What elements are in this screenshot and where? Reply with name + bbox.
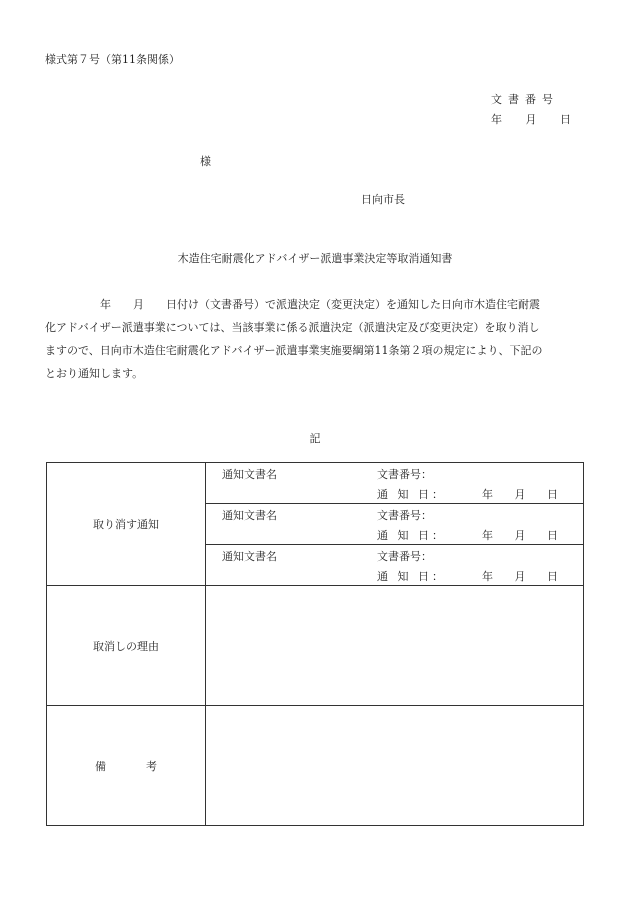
notice-docno-label: 文書番号：	[377, 509, 432, 522]
cancel-notice-cell	[206, 463, 584, 586]
notice-date-placeholder: 年 月 日	[482, 570, 558, 583]
notice-date-label: 通 知 日：	[377, 529, 446, 542]
notice-docno-label: 文書番号：	[377, 468, 432, 481]
notice-date-label: 通 知 日：	[377, 570, 446, 583]
ki-heading: 記	[309, 432, 321, 445]
notice-docno-label: 文書番号：	[377, 550, 432, 563]
remarks-field[interactable]	[206, 706, 584, 826]
notice-name-label: 通知文書名	[222, 550, 277, 563]
reason-field[interactable]	[206, 586, 584, 706]
notice-entry	[206, 504, 583, 545]
notice-entry	[206, 463, 583, 504]
body-line: 年 月 日付け（文書番号）で派遣決定（変更決定）を通知した日向市木造住宅耐震	[45, 298, 540, 311]
issuer-name: 日向市長	[361, 193, 405, 206]
body-line: 化アドバイザー派遣事業については、当該事業に係る派遣決定（派遣決定及び変更決定）を取り消し	[45, 321, 540, 334]
notice-entry	[206, 545, 583, 585]
document-title: 木造住宅耐震化アドバイザー派遣事業決定等取消通知書	[177, 252, 453, 265]
notice-date-label: 通 知 日：	[377, 488, 446, 501]
remarks-label-cell	[47, 706, 206, 826]
form-number: 様式第７号（第11条関係）	[45, 53, 180, 66]
notice-date-placeholder: 年 月 日	[482, 529, 558, 542]
notice-date-placeholder: 年 月 日	[482, 488, 558, 501]
reason-label: 取消しの理由	[47, 586, 206, 706]
addressee-suffix: 様	[200, 155, 211, 168]
body-line: とおり通知します。	[45, 367, 144, 380]
body-text	[45, 293, 590, 385]
issue-date-label: 年 月 日	[491, 113, 571, 126]
cancellation-table	[46, 462, 584, 826]
document-number-label: 文書番号	[491, 93, 559, 106]
notice-name-label: 通知文書名	[222, 468, 277, 481]
body-line: ますので、日向市木造住宅耐震化アドバイザー派遣事業実施要綱第11条第２項の規定により、下記の	[45, 344, 543, 357]
remarks-label: 備考	[95, 759, 197, 773]
notice-name-label: 通知文書名	[222, 509, 277, 522]
cancel-notice-label: 取り消す通知	[47, 463, 206, 586]
